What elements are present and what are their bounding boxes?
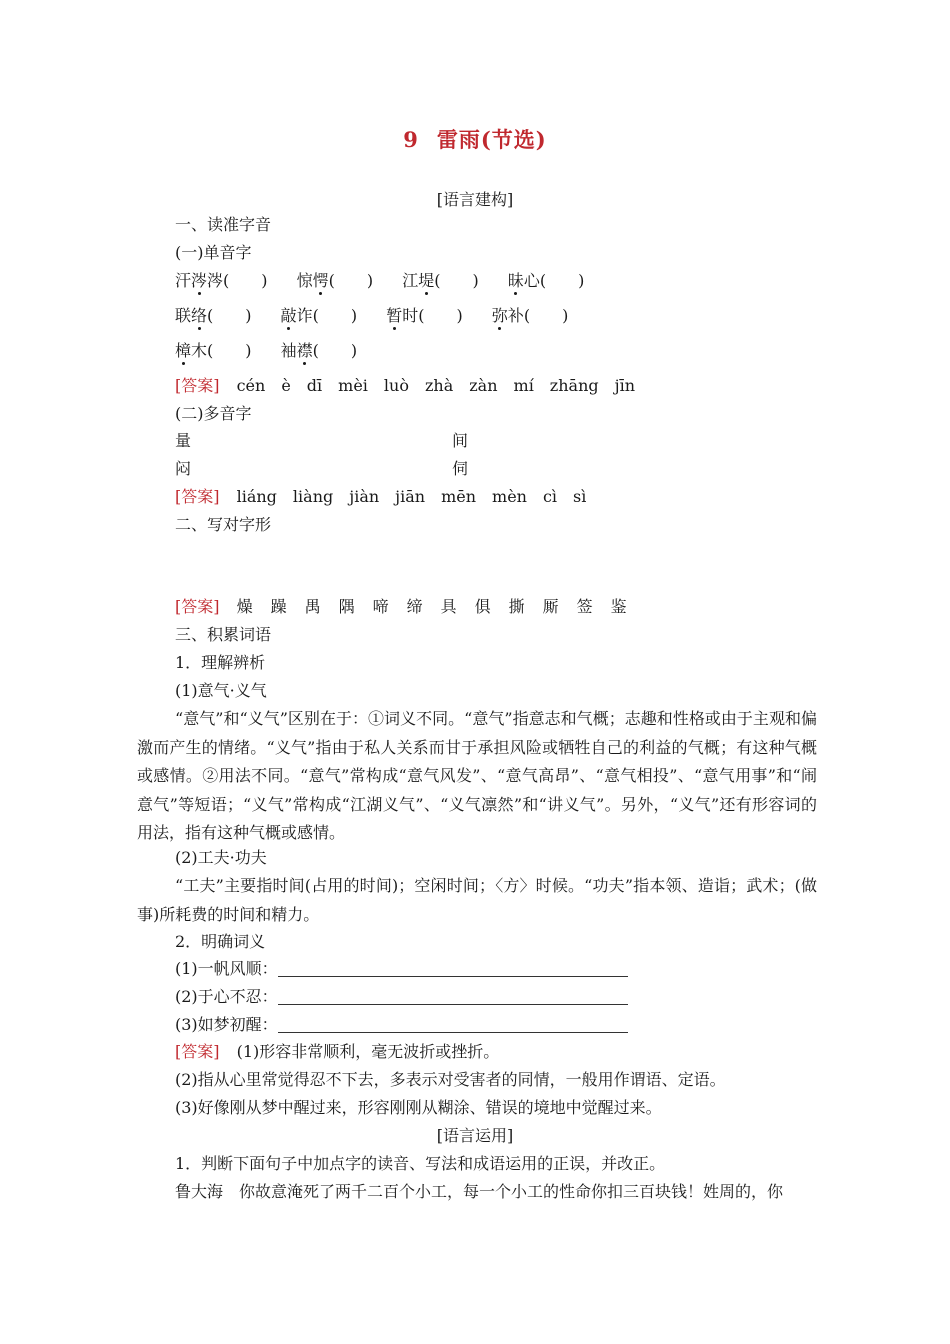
answer-label: [答案] — [175, 597, 220, 616]
question-label: (1)一帆风顺： — [175, 959, 278, 978]
poly-char: 间 — [452, 431, 469, 450]
question-2 — [175, 987, 628, 1007]
page-title — [0, 124, 950, 154]
item-title-gongfu: (2)工夫·功夫 — [175, 848, 267, 867]
word-item: 樟木( ) — [175, 341, 252, 360]
subheading-meaning: 2．明确词义 — [175, 932, 266, 951]
word-item: 暂时( ) — [386, 306, 463, 325]
answer-blank — [278, 1016, 628, 1033]
poly-char: 伺 — [452, 459, 469, 478]
title-text: 雷雨(节选) — [436, 127, 547, 152]
section-language-use: [语言运用] — [436, 1126, 514, 1145]
answer-label: [答案] — [175, 1042, 220, 1061]
answer-text: liáng liàng jiàn jiān mēn mèn cì sì — [236, 487, 587, 506]
pinyin-row-2 — [175, 306, 592, 326]
poly-char: 量 — [175, 431, 192, 450]
pinyin-row-3 — [175, 341, 381, 361]
word-item: 联络( ) — [175, 306, 252, 325]
answer-blank — [278, 988, 628, 1005]
answer-text: cén è dī mèi luò zhà zàn mí zhāng jīn — [236, 376, 636, 395]
answer-text: (1)形容非常顺利，毫无波折或挫折。 — [236, 1042, 500, 1061]
answer-blank — [278, 960, 628, 977]
question-3 — [175, 1015, 628, 1035]
paragraph-yiqi: “意气”和“义气”区别在于：①词义不同。“意气”指意志和气概；志趣和性格或由于主观和偏激而产生的情绪。“义气”指由于私人关系而甘于承担风险或牺牲自己的利益的气概；有这种气概或感情。②用法不同。“意气”常构成“意气风发”、“意气高昂”、“意气相投”、“意气用事”和“闹意气”等短语；“义气”常构成“江湖义气”、“义气凛然”和“讲义气”。另外，“义气”还有形容词的用法，指有这种气概或感情。 — [137, 709, 817, 842]
heading-pronunciation: 一、读准字音 — [175, 215, 272, 234]
heading-character-forms: 二、写对字形 — [175, 515, 272, 534]
section-language-build: [语言建构] — [436, 190, 514, 209]
subheading-single-sound: (一)单音字 — [175, 243, 252, 262]
word-item: 弥补( ) — [491, 306, 569, 325]
answer-meaning-2: (2)指从心里常觉得忍不下去，多表示对受害者的同情，一般用作谓语、定语。 — [175, 1070, 726, 1089]
question-1 — [175, 959, 628, 979]
answer-character-forms — [175, 597, 628, 617]
answer-label: [答案] — [175, 376, 220, 395]
pinyin-row-1 — [175, 271, 608, 291]
heading-vocabulary: 三、积累词语 — [175, 625, 272, 644]
title-number: 9 — [403, 127, 419, 152]
subheading-multi-sound: (二)多音字 — [175, 404, 252, 423]
answer-multi-sound — [175, 487, 586, 507]
poly-char: 闷 — [175, 459, 192, 478]
exercise-question: 1．判断下面句子中加点字的读音、写法和成语运用的正误，并改正。 — [175, 1154, 666, 1173]
word-item: 敲诈( ) — [280, 306, 358, 325]
exercise-text: 鲁大海 你故意淹死了两千二百个小工，每一个小工的性命你扣三百块钱！姓周的，你 — [175, 1182, 784, 1201]
answer-meaning-1 — [175, 1042, 499, 1062]
item-title-yiqi: (1)意气·义气 — [175, 681, 267, 700]
subheading-discrimination: 1．理解辨析 — [175, 653, 266, 672]
answer-meaning-3: (3)好像刚从梦中醒过来，形容刚刚从糊涂、错误的境地中觉醒过来。 — [175, 1098, 662, 1117]
word-item: 江堤( ) — [402, 271, 479, 290]
question-label: (3)如梦初醒： — [175, 1015, 278, 1034]
word-item: 惊愕( ) — [296, 271, 374, 290]
word-item: 昧心( ) — [507, 271, 585, 290]
word-item: 汗涔涔( ) — [175, 271, 268, 290]
answer-single-sound — [175, 376, 635, 396]
answer-label: [答案] — [175, 487, 220, 506]
word-item: 袖襟( ) — [280, 341, 358, 360]
paragraph-gongfu: “工夫”主要指时间(占用的时间)；空闲时间；〈方〉时候。“功夫”指本领、造诣；武术；(做事)所耗费的时间和精力。 — [137, 876, 817, 924]
answer-text: 燥 躁 禺 隅 啼 缔 具 俱 撕 厮 签 鉴 — [236, 597, 628, 616]
question-label: (2)于心不忍： — [175, 987, 278, 1006]
